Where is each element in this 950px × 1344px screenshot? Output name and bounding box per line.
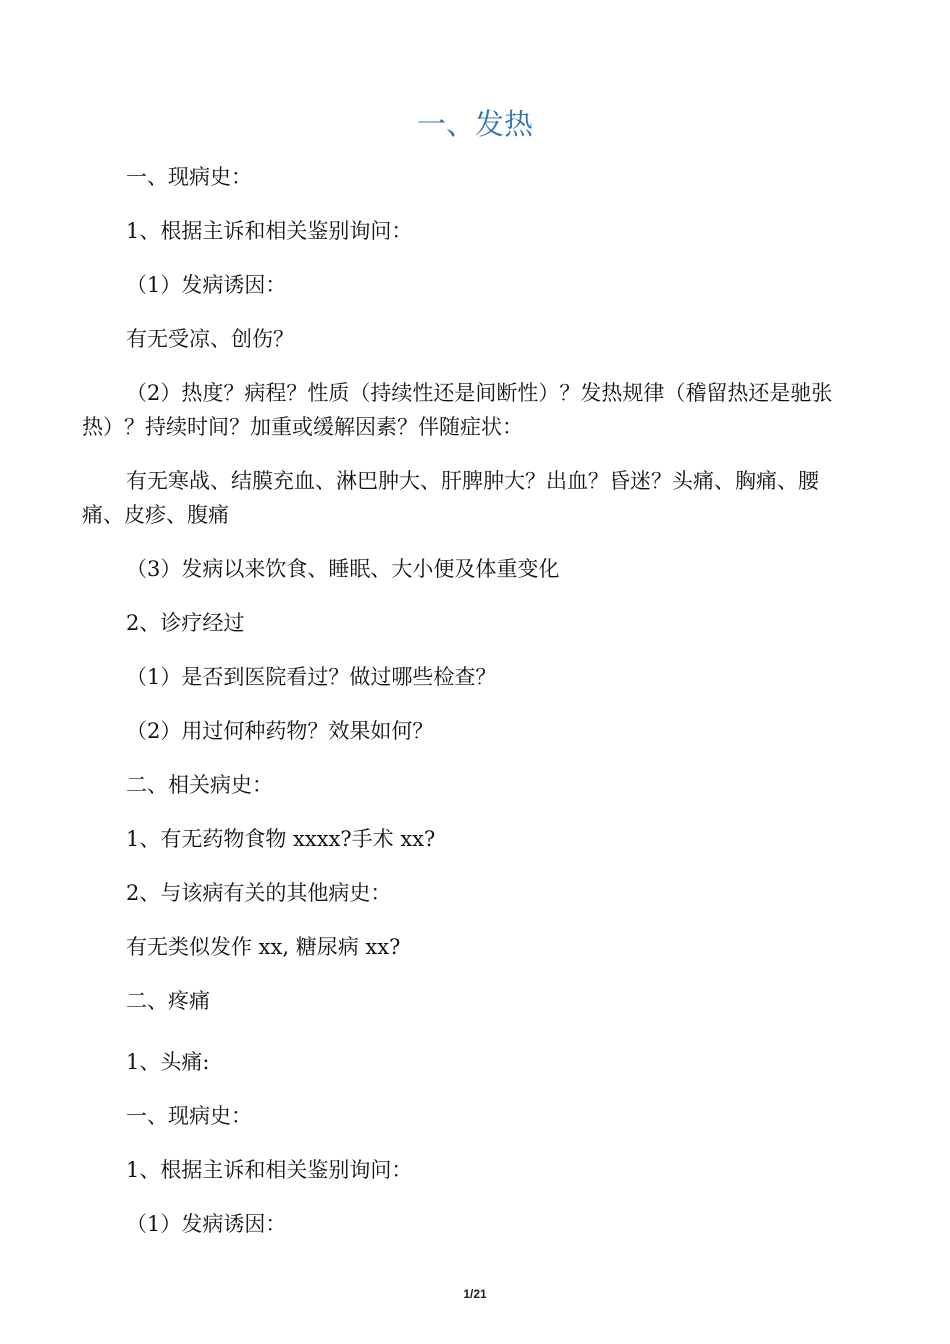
body-paragraph: 有无寒战、结膜充血、淋巴肿大、肝脾肿大？出血？昏迷？头痛、胸痛、腰痛、皮疹、腹痛 xyxy=(82,469,819,527)
item-heading: （1）发病诱因： xyxy=(126,273,287,297)
section-heading-related: 二、相关病史： xyxy=(126,773,273,797)
body-text: 有无受凉、创伤？ xyxy=(126,327,294,351)
item-heading: （1）发病诱因： xyxy=(126,1212,287,1236)
section-heading-history: 一、现病史： xyxy=(126,1104,252,1128)
page-number: 1/21 xyxy=(463,1287,487,1301)
body-paragraph: （2）热度？病程？性质（持续性还是间断性）？发热规律（稽留热还是驰张热）？持续时间？加重或缓解因素？伴随症状： xyxy=(82,381,833,439)
section-heading-pain: 二、疼痛 xyxy=(126,989,210,1013)
item-heading: （3）发病以来饮食、睡眠、大小便及体重变化 xyxy=(126,557,560,581)
subsection-heading: 1、头痛: xyxy=(126,1050,210,1074)
subsection-heading: 2、诊疗经过 xyxy=(126,611,245,635)
item-heading: （1）是否到医院看过？做过哪些检查？ xyxy=(126,665,497,689)
subsection-heading: 1、根据主诉和相关鉴别询问： xyxy=(126,1158,413,1182)
subsection-heading: 1、有无药物食物 xxxx?手术 xx? xyxy=(126,827,436,851)
subsection-heading: 1、根据主诉和相关鉴别询问： xyxy=(126,219,413,243)
section-heading-history: 一、现病史： xyxy=(126,165,252,189)
item-heading: （2）用过何种药物？效果如何？ xyxy=(126,719,434,743)
subsection-heading: 2、与该病有关的其他病史： xyxy=(126,881,392,905)
page-title: 一、发热 xyxy=(416,107,533,141)
body-text: 有无类似发作 xx, 糖尿病 xx? xyxy=(126,935,401,959)
